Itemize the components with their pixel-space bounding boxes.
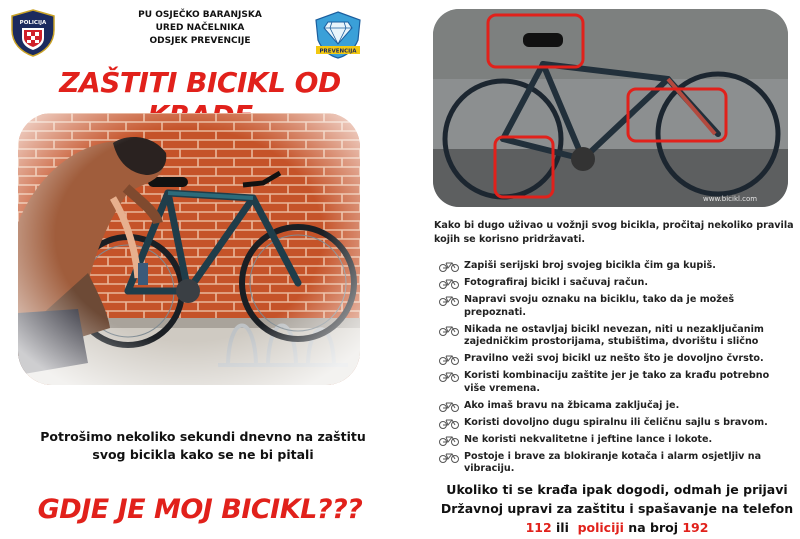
bicycle-icon <box>438 400 460 412</box>
bicycle-icon <box>438 324 460 336</box>
list-item <box>438 294 794 319</box>
report-line-1: Ukoliko ti se krađa ipak dogodi, odmah je prijavi <box>446 482 788 497</box>
list-item <box>438 417 794 430</box>
bicycle-icon <box>438 294 460 306</box>
report-notice <box>434 480 800 537</box>
report-line-2: Državnoj upravi za zaštitu i spašavanje na telefon <box>440 501 794 516</box>
rule-text: Ako imaš bravu na žbicama zaključaj je. <box>464 399 680 411</box>
closing-headline: GDJE JE MOJ BICIKL??? <box>37 494 363 525</box>
page-header <box>120 9 280 48</box>
rule-text: Ne koristi nekvalitetne i jeftine lance i lokote. <box>464 433 713 445</box>
rules-list <box>438 260 794 480</box>
slogan <box>14 428 392 464</box>
photo-credit: www.bicikl.com <box>703 195 758 203</box>
list-item <box>438 434 794 447</box>
rule-text: Koristi dovoljno dugu spiralnu ili čeličnu sajlu s bravom. <box>464 416 768 428</box>
report-line-3 <box>434 518 800 537</box>
rule-text: Nikada ne ostavljaj bicikl nevezan, niti u nezaključanim zajedničkim prostorijama, stubištima, dvorištu i slično <box>464 323 764 347</box>
rule-text: Napravi svoju oznaku na biciklu, tako da je možeš prepoznati. <box>464 294 735 318</box>
header-line-1: PU OSJEČKO BARANJSKA <box>138 10 262 20</box>
bicycle-icon <box>438 417 460 429</box>
rule-text: Koristi kombinaciju zaštite jer je tako za krađu potrebno više vremena. <box>464 370 770 394</box>
header-line-3: ODSJEK PREVENCIJE <box>149 36 251 46</box>
slogan-line-1: Potrošimo nekoliko sekundi dnevno na zaštitu <box>40 429 366 444</box>
locked-bike-photo <box>433 9 788 207</box>
bicycle-icon <box>438 260 460 272</box>
police-badge-logo <box>8 8 58 58</box>
report-or-text: ili <box>551 520 578 535</box>
intro-text: Kako bi dugo uživao u vožnji svog bicikla, pročitaj nekoliko pravila kojih se korisno pridržavati. <box>434 220 794 245</box>
list-item <box>438 324 794 349</box>
rule-text: Fotografiraj bicikl i sačuvaj račun. <box>464 277 648 288</box>
police-badge-text: POLICIJA <box>19 20 47 26</box>
list-item <box>438 277 794 290</box>
bicycle-icon <box>438 353 460 365</box>
rule-text: Postoje i brave za blokiranje kotača i alarm osjetljiv na vibraciju. <box>464 450 762 474</box>
list-item <box>438 400 794 413</box>
list-item <box>438 260 794 273</box>
header-line-2: URED NAČELNIKA <box>155 23 245 33</box>
main-headline: ZAŠTITI BICIKL OD <box>59 66 341 99</box>
slogan-line-2: svog bicikla kako se ne bi pitali <box>92 447 314 462</box>
list-item <box>438 451 794 476</box>
right-panel <box>400 0 800 539</box>
list-item <box>438 353 794 366</box>
rule-text: Pravilno veži svoj bicikl uz nešto što je dovoljno čvrsto. <box>464 353 764 364</box>
bicycle-icon <box>438 434 460 446</box>
prevention-logo <box>310 10 366 60</box>
police-number: 192 <box>682 520 709 535</box>
bicycle-icon <box>438 451 460 463</box>
prevention-logo-text: PREVENCIJA <box>319 48 357 55</box>
emergency-number: 112 <box>525 520 552 535</box>
bicycle-icon <box>438 370 460 382</box>
list-item <box>438 370 794 395</box>
bicycle-icon <box>438 277 460 289</box>
police-word: policiji <box>577 520 624 535</box>
rule-text: Zapiši serijski broj svojeg bicikla čim ga kupiš. <box>464 260 716 271</box>
theft-photo <box>18 113 360 385</box>
report-mid-text: na broj <box>623 520 683 535</box>
